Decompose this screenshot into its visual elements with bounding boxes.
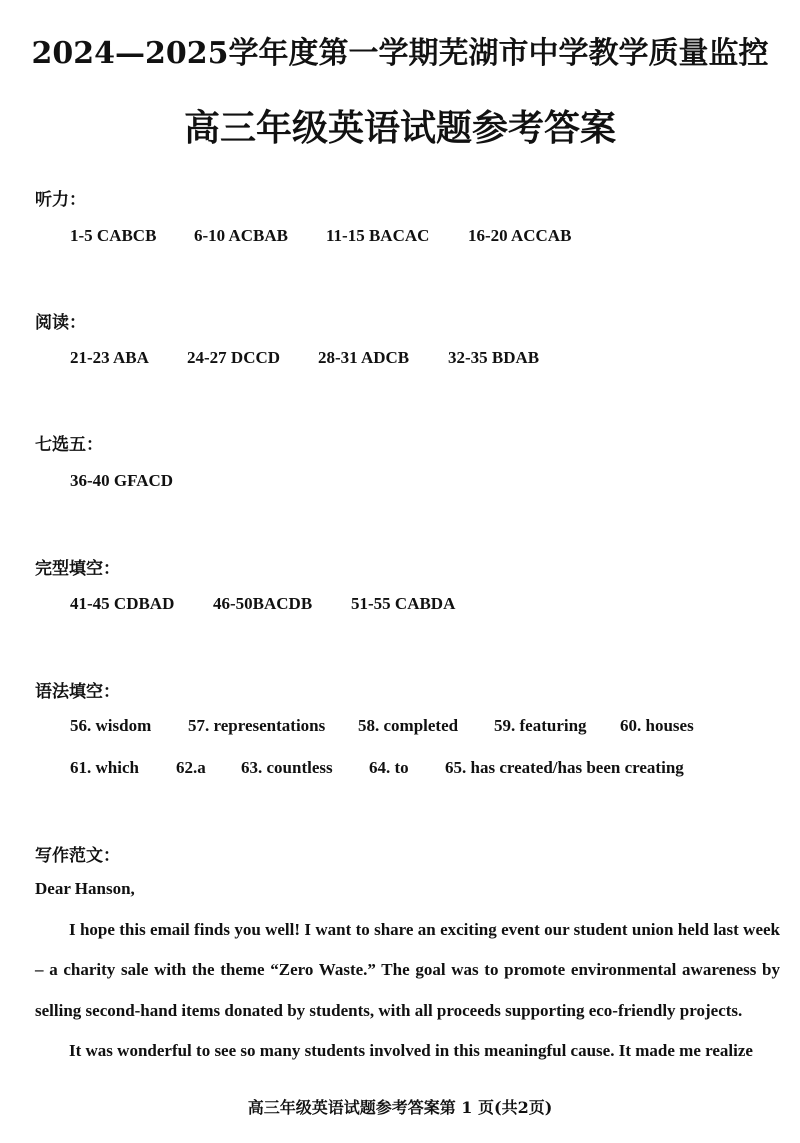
reading-heading: 阅读： xyxy=(35,313,86,333)
page-footer: 高三年级英语试题参考答案第 1 页(共2页) xyxy=(247,1098,553,1117)
answer-item: 57. representations xyxy=(188,716,326,735)
answer-group: 36-40 GFACD xyxy=(70,471,174,490)
writing-heading: 写作范文： xyxy=(35,846,120,866)
answer-item: 61. which xyxy=(70,758,139,777)
answer-group: 51-55 CABDA xyxy=(351,594,456,613)
answer-item: 58. completed xyxy=(358,716,459,735)
answer-item: 64. to xyxy=(369,758,409,777)
essay-salutation: Dear Hanson, xyxy=(35,879,135,898)
answer-item: 65. has created/has been creating xyxy=(445,758,684,777)
sample-essay xyxy=(35,869,780,1072)
listening-heading: 听力： xyxy=(35,190,86,210)
answer-item: 60. houses xyxy=(620,716,694,735)
answer-item: 59. featuring xyxy=(494,716,587,735)
answer-group: 41-45 CDBAD xyxy=(70,594,175,613)
essay-paragraph: I hope this email finds you well! I want to share an exciting event our student union held last week – a charity sale with the theme “Zero Waste.” The goal was to promote environmental awareness by selling second-hand items donated by students, with all proceeds supporting eco-friendly projects. xyxy=(35,919,780,1020)
seven-choose-five-heading: 七选五： xyxy=(35,435,103,455)
answer-group: 24-27 DCCD xyxy=(187,348,281,367)
document-subtitle: 高三年级英语试题参考答案 xyxy=(183,107,616,149)
answer-group: 16-20 ACCAB xyxy=(468,226,572,245)
answer-group: 28-31 ADCB xyxy=(318,348,410,367)
answer-item: 62.a xyxy=(176,758,206,777)
answer-group: 21-23 ABA xyxy=(70,348,149,367)
answer-group: 6-10 ACBAB xyxy=(194,226,288,245)
answer-group: 1-5 CABCB xyxy=(70,226,157,245)
answer-group: 11-15 BACAC xyxy=(326,226,430,245)
answer-group: 32-35 BDAB xyxy=(448,348,540,367)
answer-item: 56. wisdom xyxy=(70,716,152,735)
grammar-heading: 语法填空： xyxy=(35,682,120,702)
answer-item: 63. countless xyxy=(241,758,333,777)
answer-group: 46-50BACDB xyxy=(213,594,313,613)
document-title: 2024—2025学年度第一学期芜湖市中学教学质量监控 xyxy=(31,36,769,71)
essay-paragraph: It was wonderful to see so many students involved in this meaningful cause. It made me realize xyxy=(69,1041,753,1060)
cloze-heading: 完型填空： xyxy=(35,559,120,579)
